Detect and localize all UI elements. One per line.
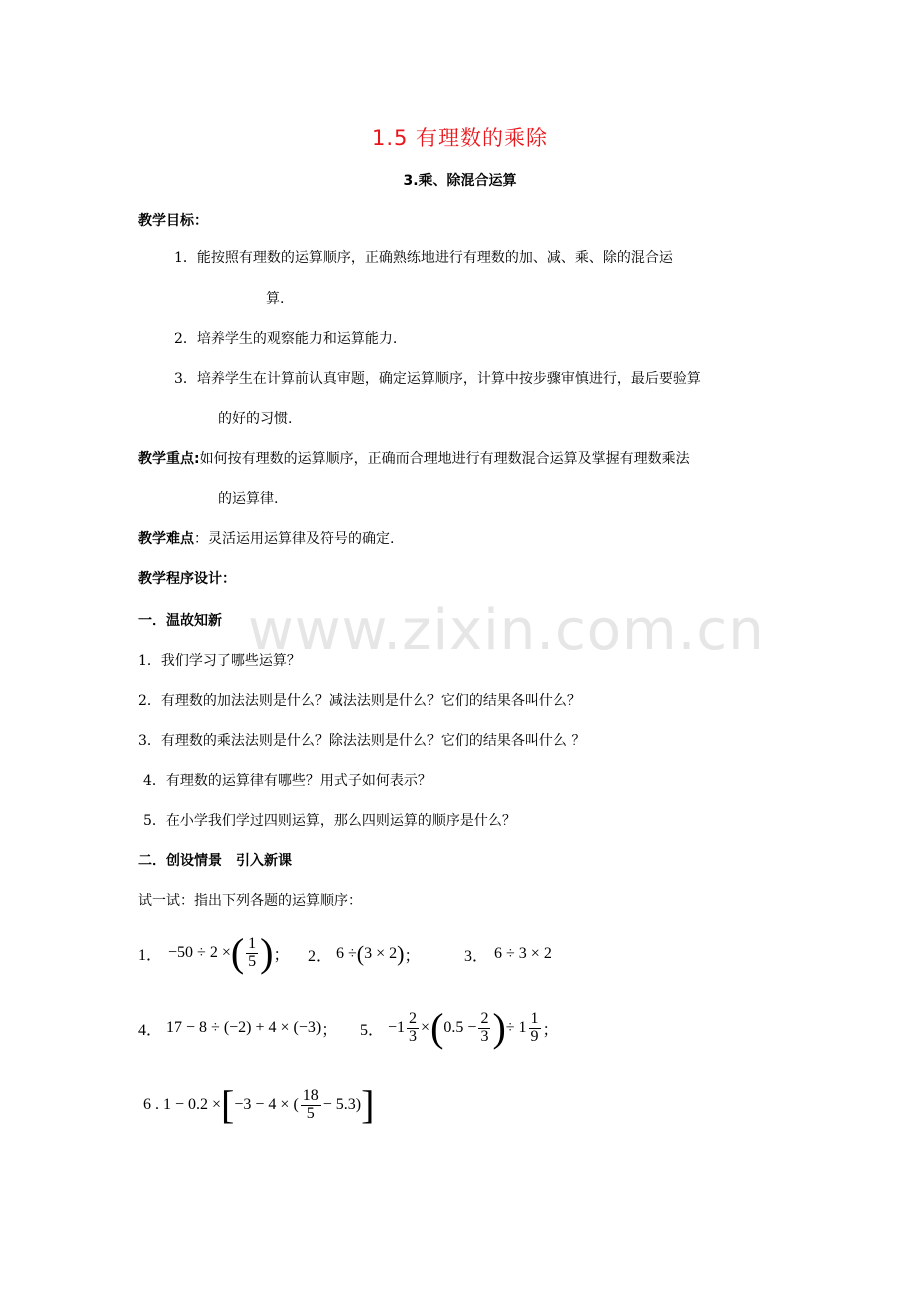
exercise-2 [308,940,421,968]
question-2: 2．有理数的加法法则是什么？减法法则是什么？它们的结果各叫什么？ [138,693,581,709]
objective-2: 2．培养学生的观察能力和运算能力. [174,331,398,347]
fraction-denominator: 3 [409,1027,418,1045]
left-paren: ( [230,930,245,975]
exercise-2-inner: 3 × 2 [364,945,398,962]
exercise-5-end: ； [542,1021,559,1039]
exercise-4-label: 4． [138,1021,163,1039]
fraction [246,936,258,971]
question-4: 4．有理数的运算律有哪些？用式子如何表示？ [143,773,432,789]
difficulty [138,528,394,548]
right-paren: ) [397,941,405,966]
key-points-line-2: 的运算律. [218,491,279,507]
objective-3-line-1: 3．培养学生在计算前认真审题，确定运算顺序，计算中按步骤审慎进行，最后要验算 [174,371,701,387]
exercise-5-label: 5． [360,1021,385,1039]
objectives-heading: 教学目标： [138,213,208,229]
fraction [407,1011,419,1046]
exercise-4-end: ； [321,1021,338,1039]
right-bracket: ] [361,1082,375,1127]
exercise-1-label: 1． [138,946,163,964]
fraction [478,1011,490,1046]
page-subtitle: 3.乘、除混合运算 [403,173,517,189]
key-points-text: 如何按有理数的运算顺序，正确而合理地进行有理数混合运算及掌握有理数乘法 [199,451,690,467]
exercise-6-label: 6 . [143,1096,159,1113]
key-points-label: 教学重点: [138,451,200,467]
exercise-3-expression: 6 ÷ 3 × 2 [494,945,552,962]
exercise-5 [360,1003,559,1053]
exercise-5-part-a: −1 [388,1019,406,1036]
page-title: 1.5 有理数的乘除 [371,126,549,150]
exercise-3 [464,940,552,968]
exercise-2-end: ； [404,947,421,965]
fraction [529,1011,541,1046]
right-paren: ) [492,1005,506,1050]
exercise-4 [138,1014,337,1042]
exercise-1 [138,928,290,978]
fraction-denominator: 3 [480,1027,489,1045]
fraction-numerator: 18 [302,1086,319,1104]
watermark: www.zixin.com.cn [248,598,765,663]
fraction-numerator: 2 [409,1009,418,1027]
exercise-5-part-b: × [421,1019,431,1036]
left-paren: ( [430,1005,444,1050]
exercise-3-label: 3． [464,947,489,965]
question-3: 3．有理数的乘法法则是什么？除法法则是什么？它们的结果各叫什么 ？ [138,733,586,749]
exercise-5-part-c: 0.5 − [443,1019,477,1036]
difficulty-text: ：灵活运用运算律及符号的确定. [194,531,395,547]
fraction-numerator: 1 [530,1009,539,1027]
exercise-2-expression: 6 ÷ [336,945,357,962]
exercise-1-expression: −50 ÷ 2 × [168,944,231,961]
objective-3-line-2: 的好的习惯. [218,411,293,427]
exercise-1-end: ； [273,946,290,964]
exercise-6 [143,1080,374,1130]
difficulty-label: 教学难点 [138,531,194,547]
section-2-heading: 二．创设情景 引入新课 [138,853,292,869]
exercise-2-label: 2． [308,947,333,965]
objective-1-line-2: 算. [266,291,285,307]
right-paren: ) [260,930,274,975]
fraction [301,1088,321,1123]
exercise-5-part-d: ÷ 1 [505,1019,527,1036]
fraction-numerator: 1 [248,934,257,952]
fraction-denominator: 9 [530,1027,539,1045]
question-5: 5．在小学我们学过四则运算，那么四则运算的顺序是什么？ [143,813,516,829]
section-1-heading: 一．温故知新 [138,613,222,629]
fraction-numerator: 2 [480,1009,489,1027]
procedure-heading: 教学程序设计： [138,571,236,587]
fraction-denominator: 5 [248,952,257,970]
left-bracket: [ [221,1082,235,1127]
exercise-6-part-c: − 5.3) [322,1096,362,1113]
objective-1-line-1: 1．能按照有理数的运算顺序，正确熟练地进行有理数的加、减、乘、除的混合运 [174,250,673,266]
exercise-4-expression: 17 − 8 ÷ (−2) + 4 × (−3) [166,1019,322,1036]
exercise-6-part-b: −3 − 4 × ( [234,1096,299,1113]
key-points [138,448,690,468]
try-prompt: 试一试：指出下列各题的运算顺序： [138,893,362,909]
question-1: 1．我们学习了哪些运算？ [138,653,301,669]
left-paren: ( [356,941,365,966]
fraction-denominator: 5 [306,1104,315,1122]
exercise-6-part-a: 1 − 0.2 × [163,1096,222,1113]
